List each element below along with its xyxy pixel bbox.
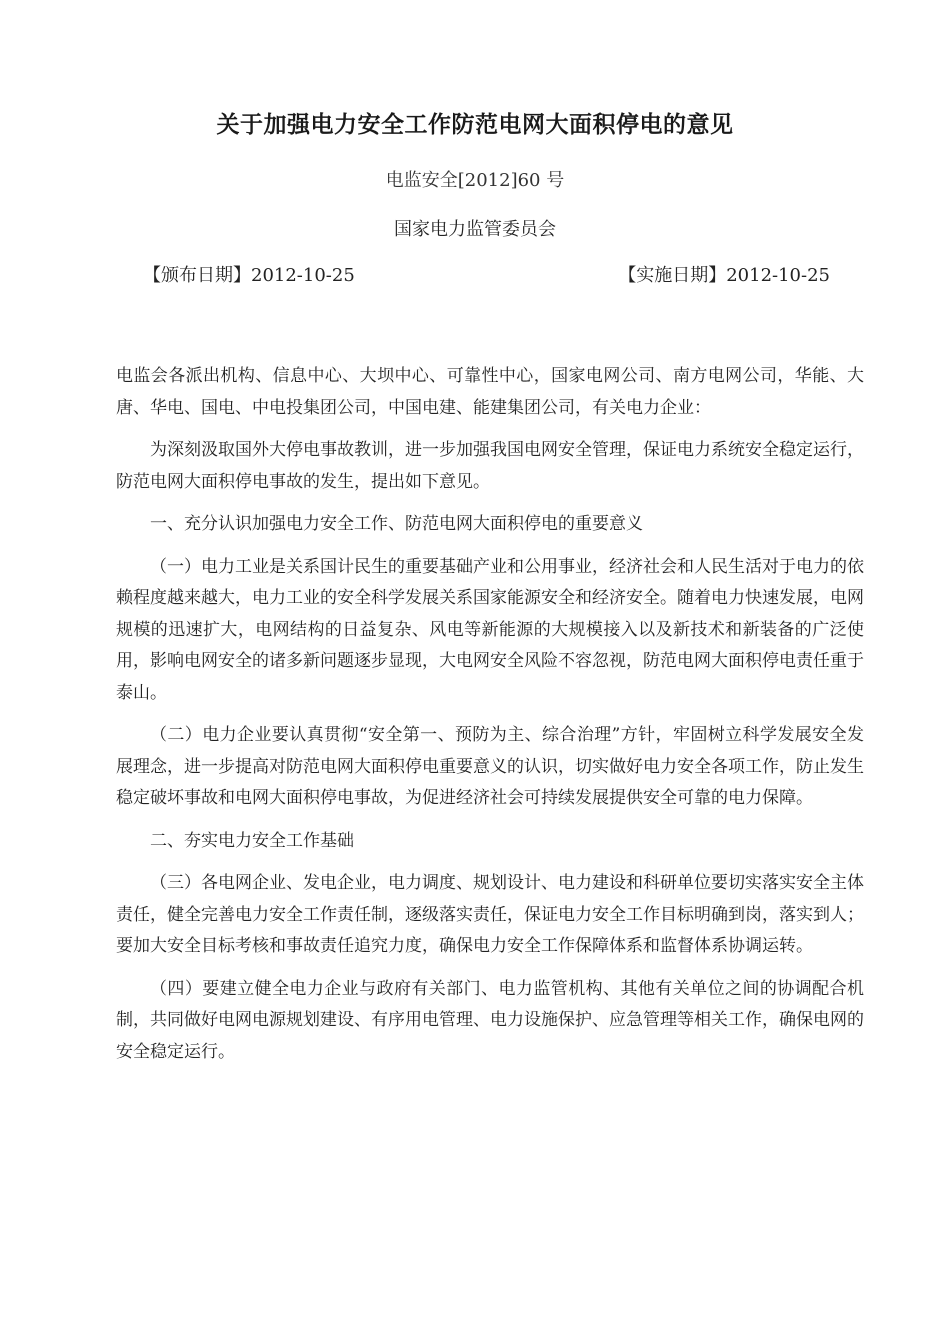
section-heading: 二、夯实电力安全工作基础 bbox=[150, 830, 354, 851]
document-number: 电监安全[2012]60 号 bbox=[385, 170, 565, 191]
body-paragraph: （一）电力工业是关系国计民生的重要基础产业和公用事业，经济社会和人民生活对于电力的依赖程度越来越大，电力工业的安全科学发展关系国家能源安全和经济安全。随着电力快速发展，电网规模的迅速扩大，电网结构的日益复杂、风电等新能源的大规模接入以及新技术和新装备的广泛使用，影响电网安全的诸多新问题逐步显现，大电网安全风险不容忽视，防范电网大面积停电责任重于泰山。 bbox=[116, 556, 864, 703]
promulgation-date: 【颁布日期】2012-10-25 bbox=[143, 265, 355, 286]
document-body bbox=[116, 361, 864, 1079]
section-heading: 一、充分认识加强电力安全工作、防范电网大面积停电的重要意义 bbox=[150, 514, 643, 534]
intro-paragraph: 为深刻汲取国外大停电事故教训，进一步加强我国电网安全管理，保证电力系统安全稳定运行，防范电网大面积停电事故的发生，提出如下意见。 bbox=[116, 440, 864, 492]
document-title: 关于加强电力安全工作防范电网大面积停电的意见 bbox=[216, 112, 734, 138]
issuing-authority: 国家电力监管委员会 bbox=[394, 219, 556, 240]
body-paragraph: （四）要建立健全电力企业与政府有关部门、电力监管机构、其他有关单位之间的协调配合机制，共同做好电网电源规划建设、有序用电管理、电力设施保护、应急管理等相关工作，确保电网的安全稳定运行。 bbox=[116, 978, 864, 1062]
body-paragraph: （二）电力企业要认真贯彻“安全第一、预防为主、综合治理”方针，牢固树立科学发展安全发展理念，进一步提高对防范电网大面积停电重要意义的认识，切实做好电力安全各项工作，防止发生稳定破坏事故和电网大面积停电事故，为促进经济社会可持续发展提供安全可靠的电力保障。 bbox=[116, 725, 864, 808]
body-paragraph: （三）各电网企业、发电企业，电力调度、规划设计、电力建设和科研单位要切实落实安全主体责任，健全完善电力安全工作责任制，逐级落实责任，保证电力安全工作目标明确到岗，落实到人；要加大安全目标考核和事故责任追究力度，确保电力安全工作保障体系和监督体系协调运转。 bbox=[116, 873, 864, 956]
addressee-paragraph: 电监会各派出机构、信息中心、大坝中心、可靠性中心，国家电网公司、南方电网公司，华能、大唐、华电、国电、中电投集团公司，中国电建、能建集团公司，有关电力企业： bbox=[116, 366, 864, 418]
effective-date: 【实施日期】2012-10-25 bbox=[618, 265, 830, 286]
